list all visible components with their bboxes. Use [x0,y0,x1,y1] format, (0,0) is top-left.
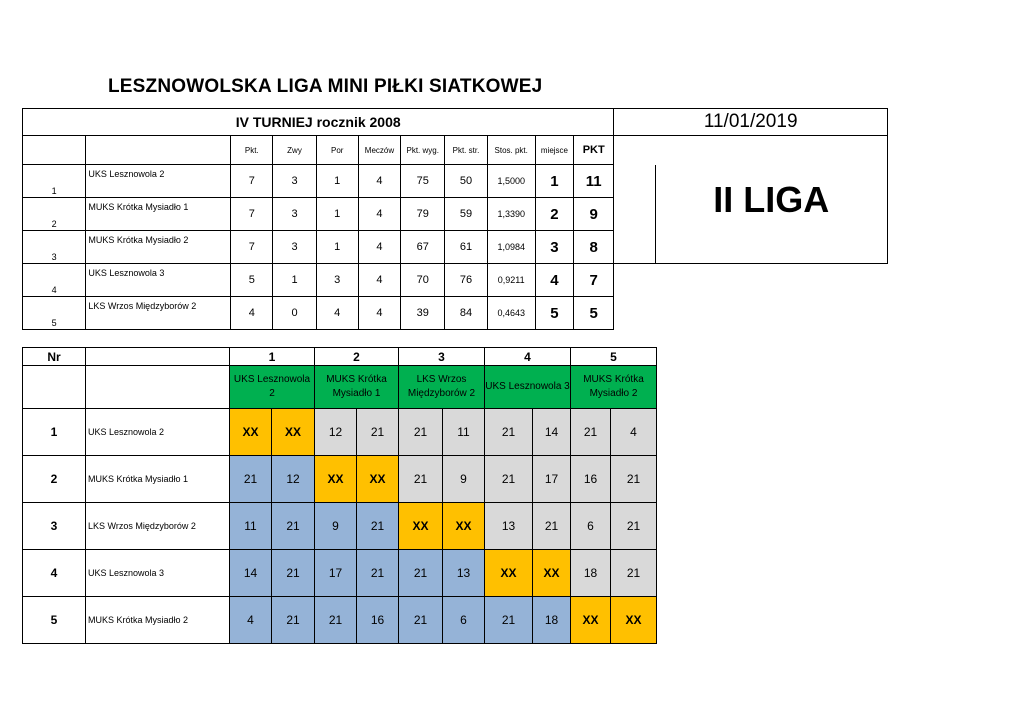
score-cell: 11 [443,409,485,456]
cell-zwy: 3 [273,198,316,231]
score-cell: 21 [357,503,399,550]
score-cell: 21 [272,550,315,597]
col-team: MUKS Krótka Mysiadło 1 [315,366,399,409]
score-cell: 21 [399,456,443,503]
col-number: 2 [315,348,399,366]
cell-total-pkt: 9 [574,198,614,231]
cell-miejsce: 5 [535,297,573,330]
score-cell: 9 [443,456,485,503]
row-number: 5 [23,297,86,330]
cell-stos: 1,0984 [487,231,535,264]
nr-header: Nr [23,348,86,366]
cell-pkt-wyg: 70 [401,264,445,297]
cell-por: 4 [316,297,358,330]
score-cell: 17 [315,550,357,597]
row-number: 4 [23,264,86,297]
row-number: 1 [23,409,86,456]
row-number: 3 [23,503,86,550]
cell-stos: 1,3390 [487,198,535,231]
score-cell: 21 [485,409,533,456]
score-cell: 21 [571,409,611,456]
col-number: 4 [485,348,571,366]
score-cell: 21 [357,409,399,456]
col-team: UKS Lesznowola 3 [485,366,571,409]
header-total-pkt: PKT [574,136,614,165]
cell-total-pkt: 7 [574,264,614,297]
team-name: MUKS Krótka Mysiadło 2 [86,231,231,264]
cell-zwy: 0 [273,297,316,330]
row-number: 4 [23,550,86,597]
cell-stos: 0,4643 [487,297,535,330]
score-cell: 6 [443,597,485,644]
cell-zwy: 3 [273,165,316,198]
score-cell: 18 [533,597,571,644]
team-name: LKS Wrzos Międzyborów 2 [86,503,230,550]
cell-miejsce: 1 [535,165,573,198]
cell-miejsce: 3 [535,231,573,264]
score-cell: 6 [571,503,611,550]
cell-pkt-str: 61 [445,231,487,264]
score-cell: 12 [272,456,315,503]
cell-meczow: 4 [358,297,400,330]
cell-por: 1 [316,165,358,198]
score-cell: 13 [485,503,533,550]
header-miejsce: miejsce [535,136,573,165]
diagonal-cell: XX [485,550,533,597]
diagonal-cell: XX [357,456,399,503]
score-cell: 18 [571,550,611,597]
cell-pkt-str: 76 [445,264,487,297]
header-meczow: Meczów [358,136,400,165]
score-cell: 13 [443,550,485,597]
standings-row [23,297,888,330]
score-cell: 11 [230,503,272,550]
matrix-row [23,503,657,550]
diagonal-cell: XX [399,503,443,550]
score-cell: 21 [230,456,272,503]
score-cell: 21 [272,597,315,644]
cell-pkt: 7 [231,231,273,264]
diagonal-cell: XX [272,409,315,456]
standings-row [23,264,888,297]
diagonal-cell: XX [230,409,272,456]
team-name: MUKS Krótka Mysiadło 1 [86,456,230,503]
score-cell: 17 [533,456,571,503]
row-number: 1 [23,165,86,198]
cell-por: 3 [316,264,358,297]
cell-zwy: 3 [273,231,316,264]
cell-zwy: 1 [273,264,316,297]
col-team: MUKS Krótka Mysiadło 2 [571,366,657,409]
team-name: MUKS Krótka Mysiadło 2 [86,597,230,644]
cell-pkt-str: 59 [445,198,487,231]
standings-table [22,108,888,330]
col-number: 3 [399,348,485,366]
diagonal-cell: XX [533,550,571,597]
cell-miejsce: 4 [535,264,573,297]
tournament-title: IV TURNIEJ rocznik 2008 [23,109,614,136]
score-cell: 21 [399,597,443,644]
score-cell: 21 [611,456,657,503]
score-cell: 4 [611,409,657,456]
score-cell: 21 [611,503,657,550]
cell-pkt-wyg: 75 [401,165,445,198]
col-number: 1 [230,348,315,366]
diagonal-cell: XX [443,503,485,550]
cell-total-pkt: 5 [574,297,614,330]
header-pkt-str: Pkt. str. [445,136,487,165]
league-label: II LIGA [655,136,887,264]
cell-total-pkt: 11 [574,165,614,198]
score-cell: 21 [485,597,533,644]
score-cell: 14 [230,550,272,597]
team-name: UKS Lesznowola 2 [86,165,231,198]
cell-pkt: 5 [231,264,273,297]
score-cell: 16 [357,597,399,644]
header-stos-pkt: Stos. pkt. [487,136,535,165]
cell-meczow: 4 [358,198,400,231]
score-cell: 21 [533,503,571,550]
score-cell: 16 [571,456,611,503]
score-cell: 4 [230,597,272,644]
score-cell: 14 [533,409,571,456]
matrix-row [23,456,657,503]
team-name: UKS Lesznowola 2 [86,409,230,456]
diagonal-cell: XX [611,597,657,644]
team-name: UKS Lesznowola 3 [86,264,231,297]
score-cell: 21 [399,550,443,597]
cell-meczow: 4 [358,165,400,198]
cell-pkt-wyg: 79 [401,198,445,231]
tournament-date: 11/01/2019 [614,109,888,136]
cell-por: 1 [316,198,358,231]
row-number: 5 [23,597,86,644]
score-cell: 21 [357,550,399,597]
col-team: UKS Lesznowola 2 [230,366,315,409]
score-cell: 21 [272,503,315,550]
header-pkt-wyg: Pkt. wyg. [401,136,445,165]
diagonal-cell: XX [315,456,357,503]
cell-por: 1 [316,231,358,264]
score-cell: 21 [611,550,657,597]
cell-stos: 1,5000 [487,165,535,198]
cell-pkt: 7 [231,165,273,198]
score-cell: 9 [315,503,357,550]
score-cell: 21 [485,456,533,503]
cell-pkt-str: 84 [445,297,487,330]
matrix-row [23,550,657,597]
cell-pkt: 4 [231,297,273,330]
header-pkt: Pkt. [231,136,273,165]
cell-pkt-wyg: 39 [401,297,445,330]
header-por: Por [316,136,358,165]
header-zwy: Zwy [273,136,316,165]
page-title: LESZNOWOLSKA LIGA MINI PIŁKI SIATKOWEJ [108,76,543,97]
col-team: LKS Wrzos Międzyborów 2 [399,366,485,409]
row-number: 2 [23,456,86,503]
cell-miejsce: 2 [535,198,573,231]
cell-meczow: 4 [358,264,400,297]
team-name: LKS Wrzos Międzyborów 2 [86,297,231,330]
row-number: 2 [23,198,86,231]
cell-pkt: 7 [231,198,273,231]
col-number: 5 [571,348,657,366]
score-cell: 21 [399,409,443,456]
team-name: MUKS Krótka Mysiadło 1 [86,198,231,231]
row-number: 3 [23,231,86,264]
cell-meczow: 4 [358,231,400,264]
diagonal-cell: XX [571,597,611,644]
matrix-row [23,409,657,456]
cell-pkt-str: 50 [445,165,487,198]
matrix-row [23,597,657,644]
score-cell: 21 [315,597,357,644]
results-matrix [22,347,657,644]
cell-pkt-wyg: 67 [401,231,445,264]
cell-total-pkt: 8 [574,231,614,264]
score-cell: 12 [315,409,357,456]
cell-stos: 0,9211 [487,264,535,297]
team-name: UKS Lesznowola 3 [86,550,230,597]
